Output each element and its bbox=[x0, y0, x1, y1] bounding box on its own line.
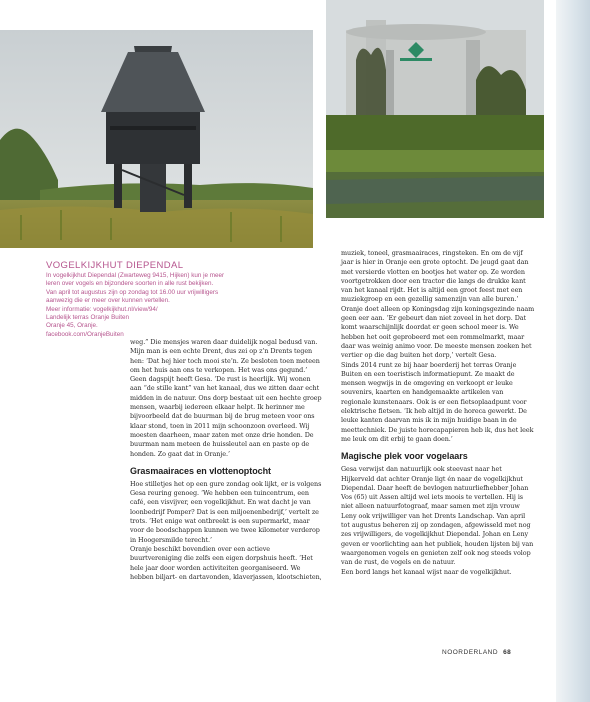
silo-photo bbox=[326, 0, 544, 218]
paragraph: Een bord langs het kanaal wijst naar de vogelkijkhut. bbox=[341, 567, 512, 576]
section-heading: Magische plek voor vogelaars bbox=[341, 451, 468, 462]
page-folio bbox=[442, 649, 511, 656]
caption-line: Van april tot augustus zijn op zondag tot 16.00 uur vrijwilligers bbox=[46, 288, 219, 296]
paragraph: muziek, toneel, grasmaairaces, ringsteken. En om de vijf jaar is hier in Oranje een grote optocht. De jeugd gaat dan met versierde vlotten en bootjes het water op. Ze worden voortgetrokken door een tractor die langs de drukke kant van het kanaal rijdt. Het is altijd een groot feest met een muziekgroep en een gezellig samenzijn van alle buren.’ bbox=[341, 249, 529, 304]
paragraph: Sinds 2014 runt ze bij haar boerderij het terras Oranje Buiten en een toeristisch informatiepunt. Ze maakt de mensen wegwijs in de omgeving en verkoopt er leuke souvenirs, kaarten en handgemaakte artikelen van regionale kunstenaars. Ook is er een fietsoplaadpunt voor elektrische fietsen. ‘Ik heb altijd in de horeca gewerkt. De leuke kanten daarvan mis ik in mijn huidige baan in de meettechniek. De juiste horecapapieren heb ik, dus het leek me leuk om dit erbij te gaan doen.’ bbox=[341, 360, 534, 443]
silo-illustration bbox=[326, 0, 544, 218]
magazine-name: NOORDERLAND bbox=[442, 649, 499, 656]
caption-url: Meer informatie: vogelkijkhut.nl/view/94/ bbox=[46, 305, 158, 313]
article-column-left bbox=[130, 338, 323, 582]
article-column-right bbox=[341, 249, 535, 577]
bird-hide-photo bbox=[0, 30, 313, 248]
caption-line: aanwezig die er meer over kunnen vertellen. bbox=[46, 297, 170, 305]
caption-line: leren over vogels en bijzondere soorten in alle rust bekijken. bbox=[46, 280, 214, 288]
caption-line: Landelijk terras Oranje Buiten bbox=[46, 314, 129, 322]
paragraph: Hoe stilletjes het op een gure zondag ook lijkt, er is volgens Gesa reuring genoeg. ‘We hebben een tuincentrum, een café, een visvijver, een vogelkijkhut. En wat dacht je van loonbedrijf Pomper? Dat is een miljoenenbedrijf,’ vertelt ze trots. ‘Het enige wat ontbreekt is een supermarkt, maar voor de boodschappen kunnen we twee kilometer verderop in Hoogersmilde terecht.’ bbox=[130, 479, 322, 544]
caption-title: VOGELKIJKHUT DIEPENDAL bbox=[46, 260, 184, 271]
magazine-spine-edge bbox=[556, 0, 590, 702]
caption-line: Oranje 45, Oranje. bbox=[46, 322, 98, 330]
section-heading: Grasmaairaces en vlottenoptocht bbox=[130, 465, 271, 476]
page-number: 68 bbox=[503, 649, 512, 656]
paragraph: weg.” Die mensjes waren daar duidelijk nogal bedusd van. Mijn man is een echte Drent, dus zei op z’n Drents tegen hen: ‘Dat hej hier toch mooi ste’n. Ze besloten toen meteen om het huis aan ons te verkopen. Het was ons gegund.’ bbox=[130, 338, 320, 374]
bird-hide-illustration bbox=[0, 30, 313, 248]
paragraph: Geen dagspijt heeft Gesa. ‘De rust is heerlijk. Wij wonen aan “de stille kant” van het kanaal, dus we zitten daar echt midden in de natuur. Ons dorp bestaat uit een hechte groep mensen, waarbij iedereen elkaar helpt. Ik herinner me bijvoorbeeld dat de buurman bij de brug meteen voor ons klaar stond, toen in 2011 mijn schoonzoon overleed. Wij moesten daarheen, maar zaten met onze drie honden. De buurman nam meteen de huissleutel aan en paste op de honden. Zo gaat dat in Oranje.’ bbox=[130, 375, 322, 458]
paragraph: Oranje beschikt bovendien over een actieve buurtvereniging die zelfs een eigen dorpshuis heeft. ‘Het hele jaar door worden activiteiten georganiseerd. We hebben biljart- en dartavonden, klaverjassen, klootschieten, bbox=[130, 544, 322, 581]
paragraph: Gesa verwijst dan natuurlijk ook steevast naar het Hijkerveld dat achter Oranje ligt én naar de vogelkijkhut Diependal. Daar heeft de bevlogen natuurliefhebber Johan Vos (65) uit Assen altijd wel iets moois te vertellen. Hij is niet alleen natuurfotograaf, maar samen met zijn vrouw Leny ook vrijwilliger van het Drents Landschap. Van april tot augustus beheren zij op zondagen, afgewisseld met nog zes vrijwilligers, de vogelkijkhut Diependal. Johan en Leny geven er voorlichting aan het publiek, houden lijsten bij van waargenomen vogels en genieten zelf ook nog steeds volop van de rust, de vogels en de natuur. bbox=[341, 465, 534, 567]
paragraph: Oranje doet alleen op Koningsdag zijn koningsgezinde naam geen eer aan. ‘Er gebeurt dan niet zoveel in het dorp. Dat komt waarschijnlijk doordat er geen school meer is. We hebben het ooit geprobeerd met een rommelmarkt, maar daar was weinig animo voor. De meeste mensen zoeken het vertier op die dag buiten het dorp,’ vertelt Gesa. bbox=[341, 304, 535, 360]
caption-url: facebook.com/OranjeBuiten bbox=[46, 330, 124, 338]
photo-caption bbox=[46, 260, 282, 339]
caption-line: In vogelkijkhut Diependal (Zwarteweg 9415, Hijken) kun je meer bbox=[46, 272, 225, 279]
